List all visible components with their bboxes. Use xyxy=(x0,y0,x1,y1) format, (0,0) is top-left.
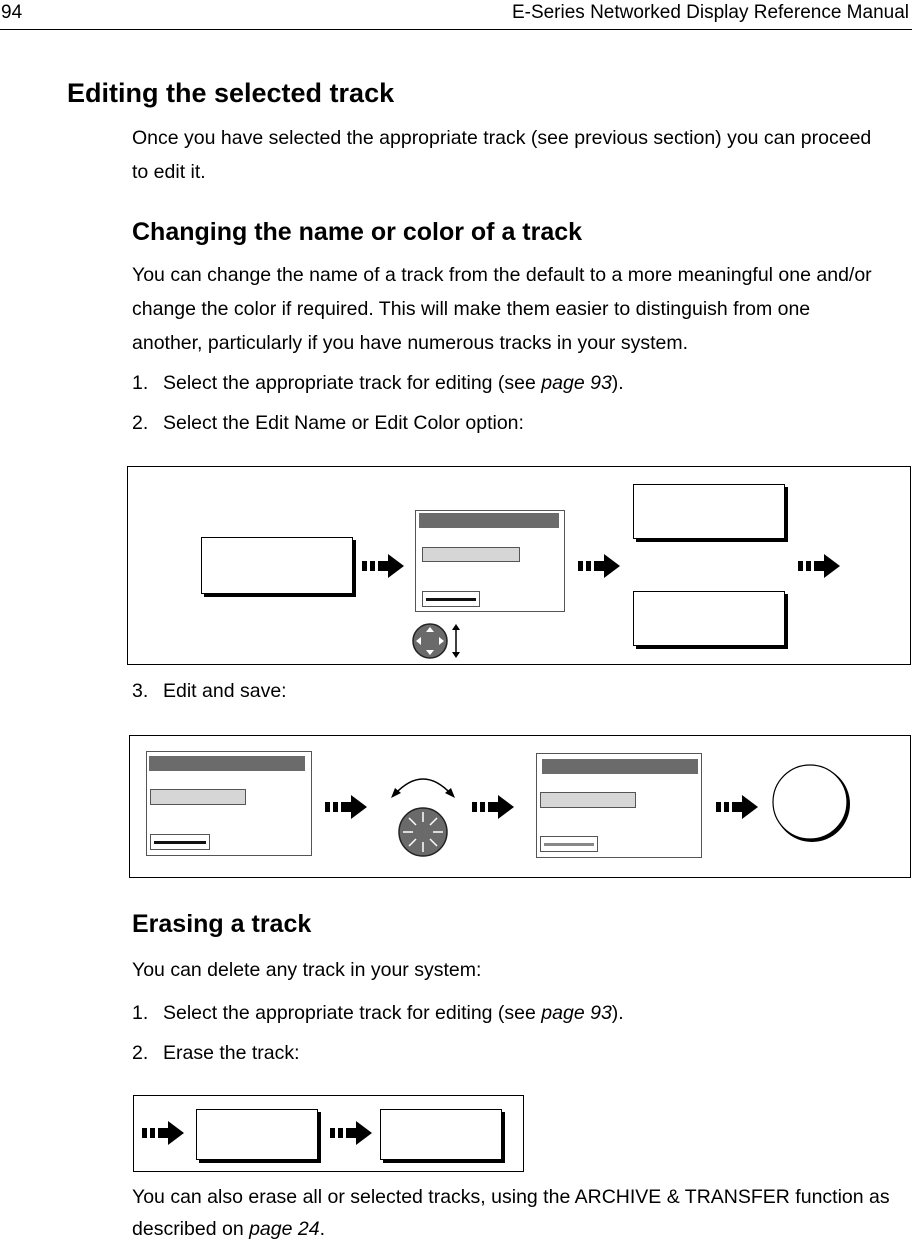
edit-color-softkey xyxy=(633,591,785,646)
dialog-title-bar xyxy=(542,759,698,774)
right-arrow-icon xyxy=(330,1120,374,1146)
trackpad-icon xyxy=(411,622,463,660)
erasing-step-2 xyxy=(132,1042,300,1065)
menu-field xyxy=(422,547,520,562)
step-text-end: ). xyxy=(611,372,624,394)
dialog-field xyxy=(150,789,246,805)
right-arrow-icon xyxy=(798,553,842,579)
step-number: 1. xyxy=(132,372,149,394)
menu-title-bar xyxy=(419,513,559,528)
editing-intro-line2: to edit it. xyxy=(132,161,206,183)
edit-dialog xyxy=(146,751,312,856)
right-arrow-icon xyxy=(578,553,622,579)
erase-track-softkey xyxy=(196,1109,318,1160)
figure-edit-and-save xyxy=(129,735,911,878)
right-arrow-icon xyxy=(472,794,516,820)
footer-text-end: . xyxy=(319,1218,325,1240)
step-number: 2. xyxy=(132,412,149,434)
confirm-yes-softkey xyxy=(380,1109,502,1160)
changing-step-1 xyxy=(132,372,624,395)
erasing-step-1 xyxy=(132,1002,624,1025)
step-number: 3. xyxy=(132,680,149,702)
page-link[interactable]: page 93 xyxy=(541,372,612,394)
section-title-editing: Editing the selected track xyxy=(67,78,395,108)
dialog-selected-option xyxy=(540,836,598,852)
footer-text: described on xyxy=(132,1218,250,1240)
manual-title: E-Series Networked Display Reference Manual xyxy=(511,2,909,23)
step-number: 2. xyxy=(132,1042,149,1064)
page-number: 94 xyxy=(1,2,23,23)
menu-dialog xyxy=(415,510,565,612)
changing-para-line1: You can change the name of a track from the default to a more meaningful one and/or xyxy=(132,264,872,286)
step-text-end: ). xyxy=(611,1002,624,1024)
menu-selected-option xyxy=(422,591,480,607)
step-text: Select the Edit Name or Edit Color option: xyxy=(163,412,524,434)
changing-para-line2: change the color if required. This will make them easier to distinguish from one xyxy=(132,298,811,320)
softkey-button xyxy=(201,537,353,594)
right-arrow-icon xyxy=(362,553,406,579)
figure-erase-track xyxy=(133,1095,524,1172)
edited-dialog xyxy=(536,753,702,858)
changing-step-3 xyxy=(132,680,287,703)
rotary-control-icon xyxy=(383,766,463,862)
page-link[interactable]: page 93 xyxy=(541,1002,612,1024)
right-arrow-icon xyxy=(142,1120,186,1146)
edit-name-softkey xyxy=(633,484,785,539)
step-text: Select the appropriate track for editing (see xyxy=(163,372,542,394)
changing-para-line3: another, particularly if you have numerous tracks in your system. xyxy=(132,332,688,354)
erasing-footer-line1: You can also erase all or selected tracks, using the ARCHIVE & TRANSFER function as xyxy=(132,1186,890,1208)
round-button-icon xyxy=(770,762,854,846)
right-arrow-icon xyxy=(325,794,369,820)
dialog-title-bar xyxy=(149,756,305,771)
right-arrow-icon xyxy=(716,794,760,820)
section-title-erasing: Erasing a track xyxy=(132,910,312,938)
figure-edit-option xyxy=(127,466,911,665)
page-link[interactable]: page 24 xyxy=(249,1218,320,1240)
dialog-selected-option xyxy=(150,834,210,850)
step-text: Erase the track: xyxy=(163,1042,300,1064)
step-text: Select the appropriate track for editing (see xyxy=(163,1002,542,1024)
step-text: Edit and save: xyxy=(163,680,287,702)
header-rule xyxy=(0,29,912,30)
dialog-field xyxy=(540,792,636,808)
changing-step-2 xyxy=(132,412,524,435)
section-title-changing: Changing the name or color of a track xyxy=(132,218,583,246)
erasing-intro: You can delete any track in your system: xyxy=(132,959,482,981)
editing-intro-line1: Once you have selected the appropriate track (see previous section) you can proceed xyxy=(132,127,872,149)
step-number: 1. xyxy=(132,1002,149,1024)
erasing-footer-line2 xyxy=(132,1212,325,1246)
